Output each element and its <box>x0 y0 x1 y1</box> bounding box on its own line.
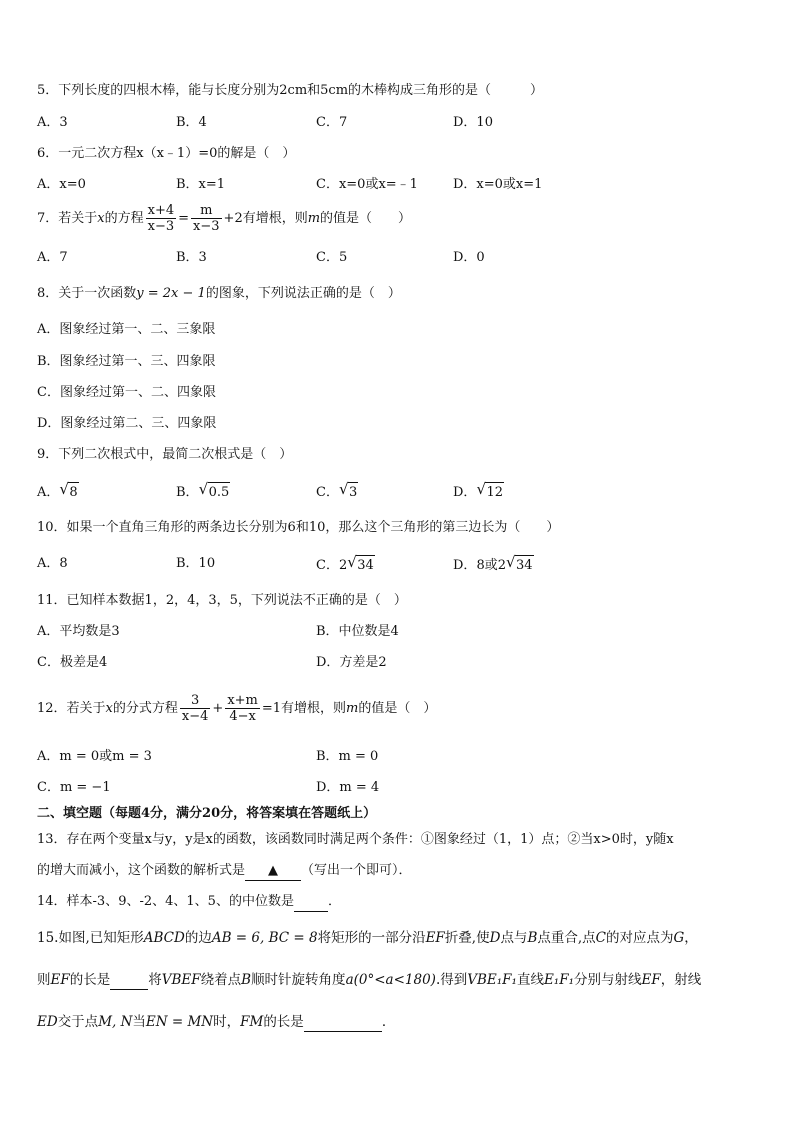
question-6-stem: 6．一元二次方程x（x﹣1）=0的解是（ ） <box>37 146 296 161</box>
q7-fraction-2: $\frac{m}{x-3}$ <box>193 203 220 234</box>
q9-option-b: B．√ 0.5 <box>176 482 230 502</box>
q8-formula: y = 2x − 1 <box>136 286 206 301</box>
q6-option-b: B．x=1 <box>176 177 226 192</box>
q5-option-b: B．4 <box>176 115 207 130</box>
q8-option-d: D．图象经过第二、三、四象限 <box>37 416 217 431</box>
question-9-stem: 9．下列二次根式中，最简二次根式是（ ） <box>37 447 293 462</box>
question-5-stem: 5．下列长度的四根木棒，能与长度分别为2cm和5cm的木棒构成三角形的是（ ） <box>37 83 544 98</box>
question-15-line-2: 则EF的长是 将VBEF绕着点B顺时针旋转角度a(0°<a<180).得到VBE₁F₁直线E₁F₁分别与射线EF，射线 <box>37 972 702 988</box>
question-7-stem: 7．若关于x的方程 $\frac{x+4}{x-3}$ = $\frac{m}{x-3}$ +2有增根，则m的值是（ ） <box>37 203 412 234</box>
q11-option-b: B．中位数是4 <box>316 624 399 639</box>
q8-option-a: A．图象经过第一、二、三象限 <box>37 322 216 337</box>
q9-option-a: A．√ 8 <box>37 482 79 502</box>
q11-option-a: A．平均数是3 <box>37 624 120 639</box>
q12-option-a: A．m = 0或m = 3 <box>37 749 152 764</box>
question-11-stem: 11．已知样本数据1，2，4，3，5，下列说法不正确的是（ ） <box>37 593 407 608</box>
section-2-title: 二、填空题（每题4分，满分20分，将答案填在答题纸上） <box>37 806 377 821</box>
q12-option-b: B．m = 0 <box>316 749 379 764</box>
question-14-stem: 14．样本-3、9、-2、4、1、5、的中位数是 ． <box>37 893 341 912</box>
q7-fraction-1: $\frac{x+4}{x-3}$ <box>147 203 175 234</box>
q10-option-d: D．8或2√ 34 <box>453 555 534 575</box>
q7-option-c: C．5 <box>316 250 348 265</box>
q6-option-d: D．x=0或x=1 <box>453 177 543 192</box>
question-12-stem: 12．若关于x的分式方程 $\frac{3}{x-4}$ + $\frac{x+m}{4-x}$ =1有增根，则m的值是（ ） <box>37 693 437 724</box>
q12-fraction-1: $\frac{3}{x-4}$ <box>181 693 209 724</box>
q10-option-c: C．2√ 34 <box>316 555 375 575</box>
answer-blank-marker: ▲ <box>245 862 301 881</box>
answer-blank <box>304 1013 382 1032</box>
q9-option-c: C．√ 3 <box>316 482 358 502</box>
q12-option-d: D．m = 4 <box>316 780 380 795</box>
q5-option-c: C．7 <box>316 115 348 130</box>
q11-option-d: D．方差是2 <box>316 655 387 670</box>
q6-option-a: A．x=0 <box>37 177 86 192</box>
q5-option-d: D．10 <box>453 115 493 130</box>
q7-option-b: B．3 <box>176 250 207 265</box>
q9-option-d: D．√ 12 <box>453 482 504 502</box>
q6-option-c: C．x=0或x=﹣1 <box>316 177 418 192</box>
q12-fraction-2: $\frac{x+m}{4-x}$ <box>227 693 258 724</box>
question-10-stem: 10．如果一个直角三角形的两条边长分别为6和10，那么这个三角形的第三边长为（ ） <box>37 520 560 535</box>
question-15-line-1: 15.如图,已知矩形ABCD的边AB = 6, BC = 8将矩形的一部分沿EF折叠,使D点与B点重合,点C的对应点为G， <box>37 930 698 946</box>
question-8-stem: 8．关于一次函数y = 2x − 1的图象，下列说法正确的是（ ） <box>37 286 401 301</box>
q5-option-a: A．3 <box>37 115 68 130</box>
q7-option-a: A．7 <box>37 250 68 265</box>
q8-option-c: C．图象经过第一、二、四象限 <box>37 385 216 400</box>
question-13-line-1: 13．存在两个变量x与y，y是x的函数，该函数同时满足两个条件：①图象经过（1，1）点；②当x>0时，y随x <box>37 832 674 847</box>
question-15-line-3: ED交于点M, N当EN = MN时，FM的长是 ． <box>37 1014 396 1030</box>
answer-blank <box>110 971 148 990</box>
q8-option-b: B．图象经过第一、三、四象限 <box>37 354 216 369</box>
q11-option-c: C．极差是4 <box>37 655 108 670</box>
q7-option-d: D．0 <box>453 250 485 265</box>
q10-option-a: A．8 <box>37 556 68 571</box>
q10-option-b: B．10 <box>176 556 216 571</box>
q12-option-c: C．m = −1 <box>37 780 111 795</box>
answer-blank <box>294 893 328 912</box>
question-13-line-2: 的增大而减小，这个函数的解析式是 ▲ （写出一个即可）． <box>37 862 412 881</box>
